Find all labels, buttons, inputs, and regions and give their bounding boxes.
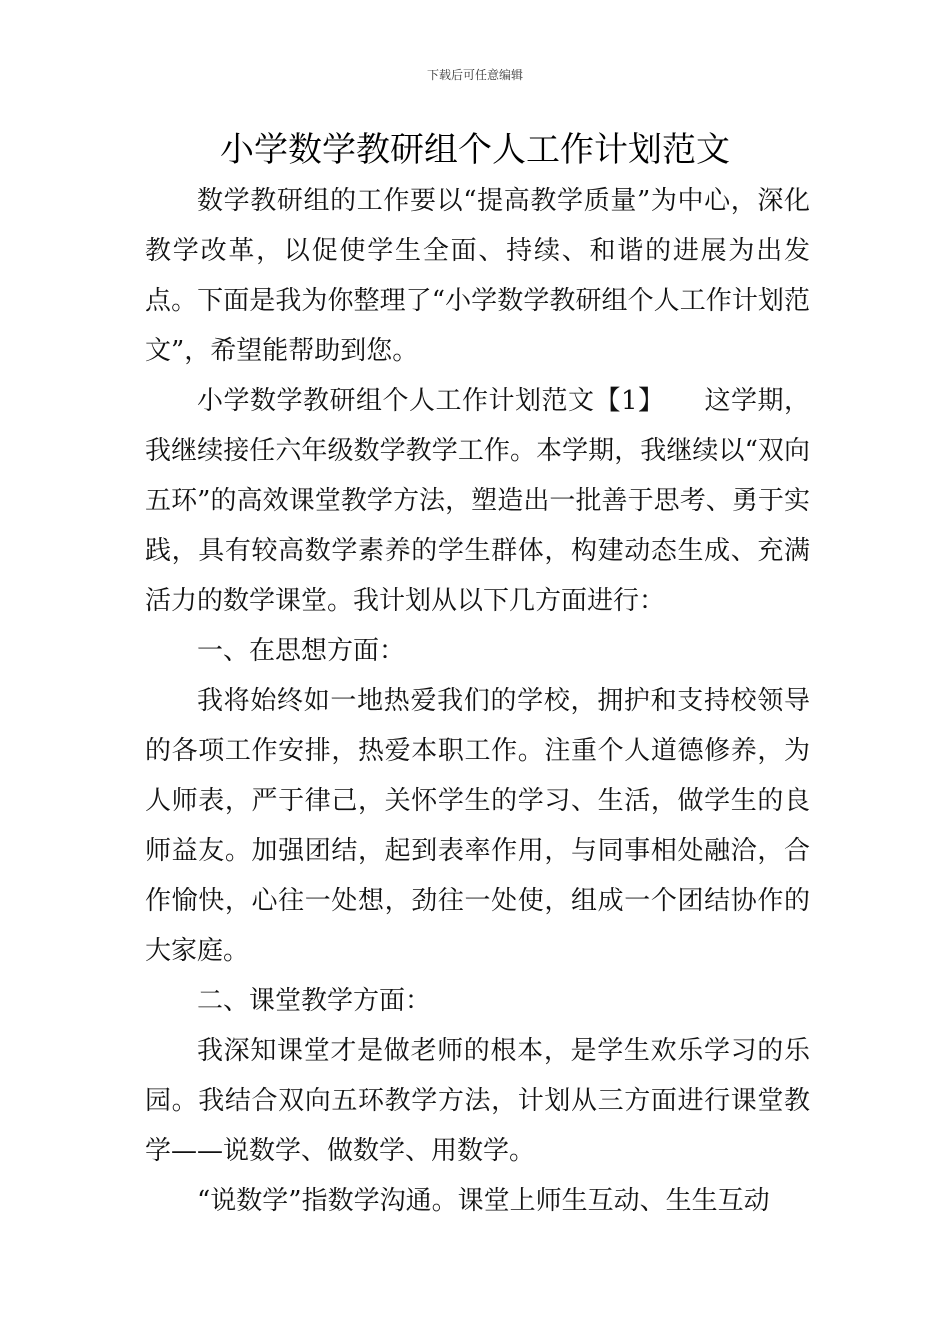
document-body bbox=[145, 176, 810, 1226]
header-note: 下载后可任意编辑 bbox=[426, 68, 523, 82]
paragraph-say-math: “说数学”指数学沟通。课堂上师生互动、生生互动 bbox=[197, 1186, 770, 1216]
heading-classroom: 二、课堂教学方面： bbox=[197, 986, 432, 1016]
paragraph-section-1: 小学数学教研组个人工作计划范文【1】 这学期，我继续接任六年级数学教学工作。本学期，我继续以“双向五环”的高效课堂教学方法，塑造出一批善于思考、勇于实践，具有较高数学素养的学生群体，构建动态生成、充满活力的数学课堂。我计划从以下几方面进行： bbox=[145, 386, 810, 616]
paragraph-intro: 数学教研组的工作要以“提高教学质量”为中心，深化教学改革，以促使学生全面、持续、和谐的进展为出发点。下面是我为你整理了“小学数学教研组个人工作计划范文”，希望能帮助到您。 bbox=[145, 186, 810, 366]
document-title: 小学数学教研组个人工作计划范文 bbox=[220, 130, 730, 170]
heading-thought: 一、在思想方面： bbox=[197, 636, 406, 666]
paragraph-thought: 我将始终如一地热爱我们的学校，拥护和支持校领导的各项工作安排，热爱本职工作。注重个人道德修养，为人师表，严于律己，关怀学生的学习、生活，做学生的良师益友。加强团结，起到表率作用，与同事相处融洽，合作愉快，心往一处想，劲往一处使，组成一个团结协作的大家庭。 bbox=[145, 686, 810, 966]
paragraph-classroom: 我深知课堂才是做老师的根本，是学生欢乐学习的乐园。我结合双向五环教学方法，计划从三方面进行课堂教学——说数学、做数学、用数学。 bbox=[145, 1036, 810, 1166]
